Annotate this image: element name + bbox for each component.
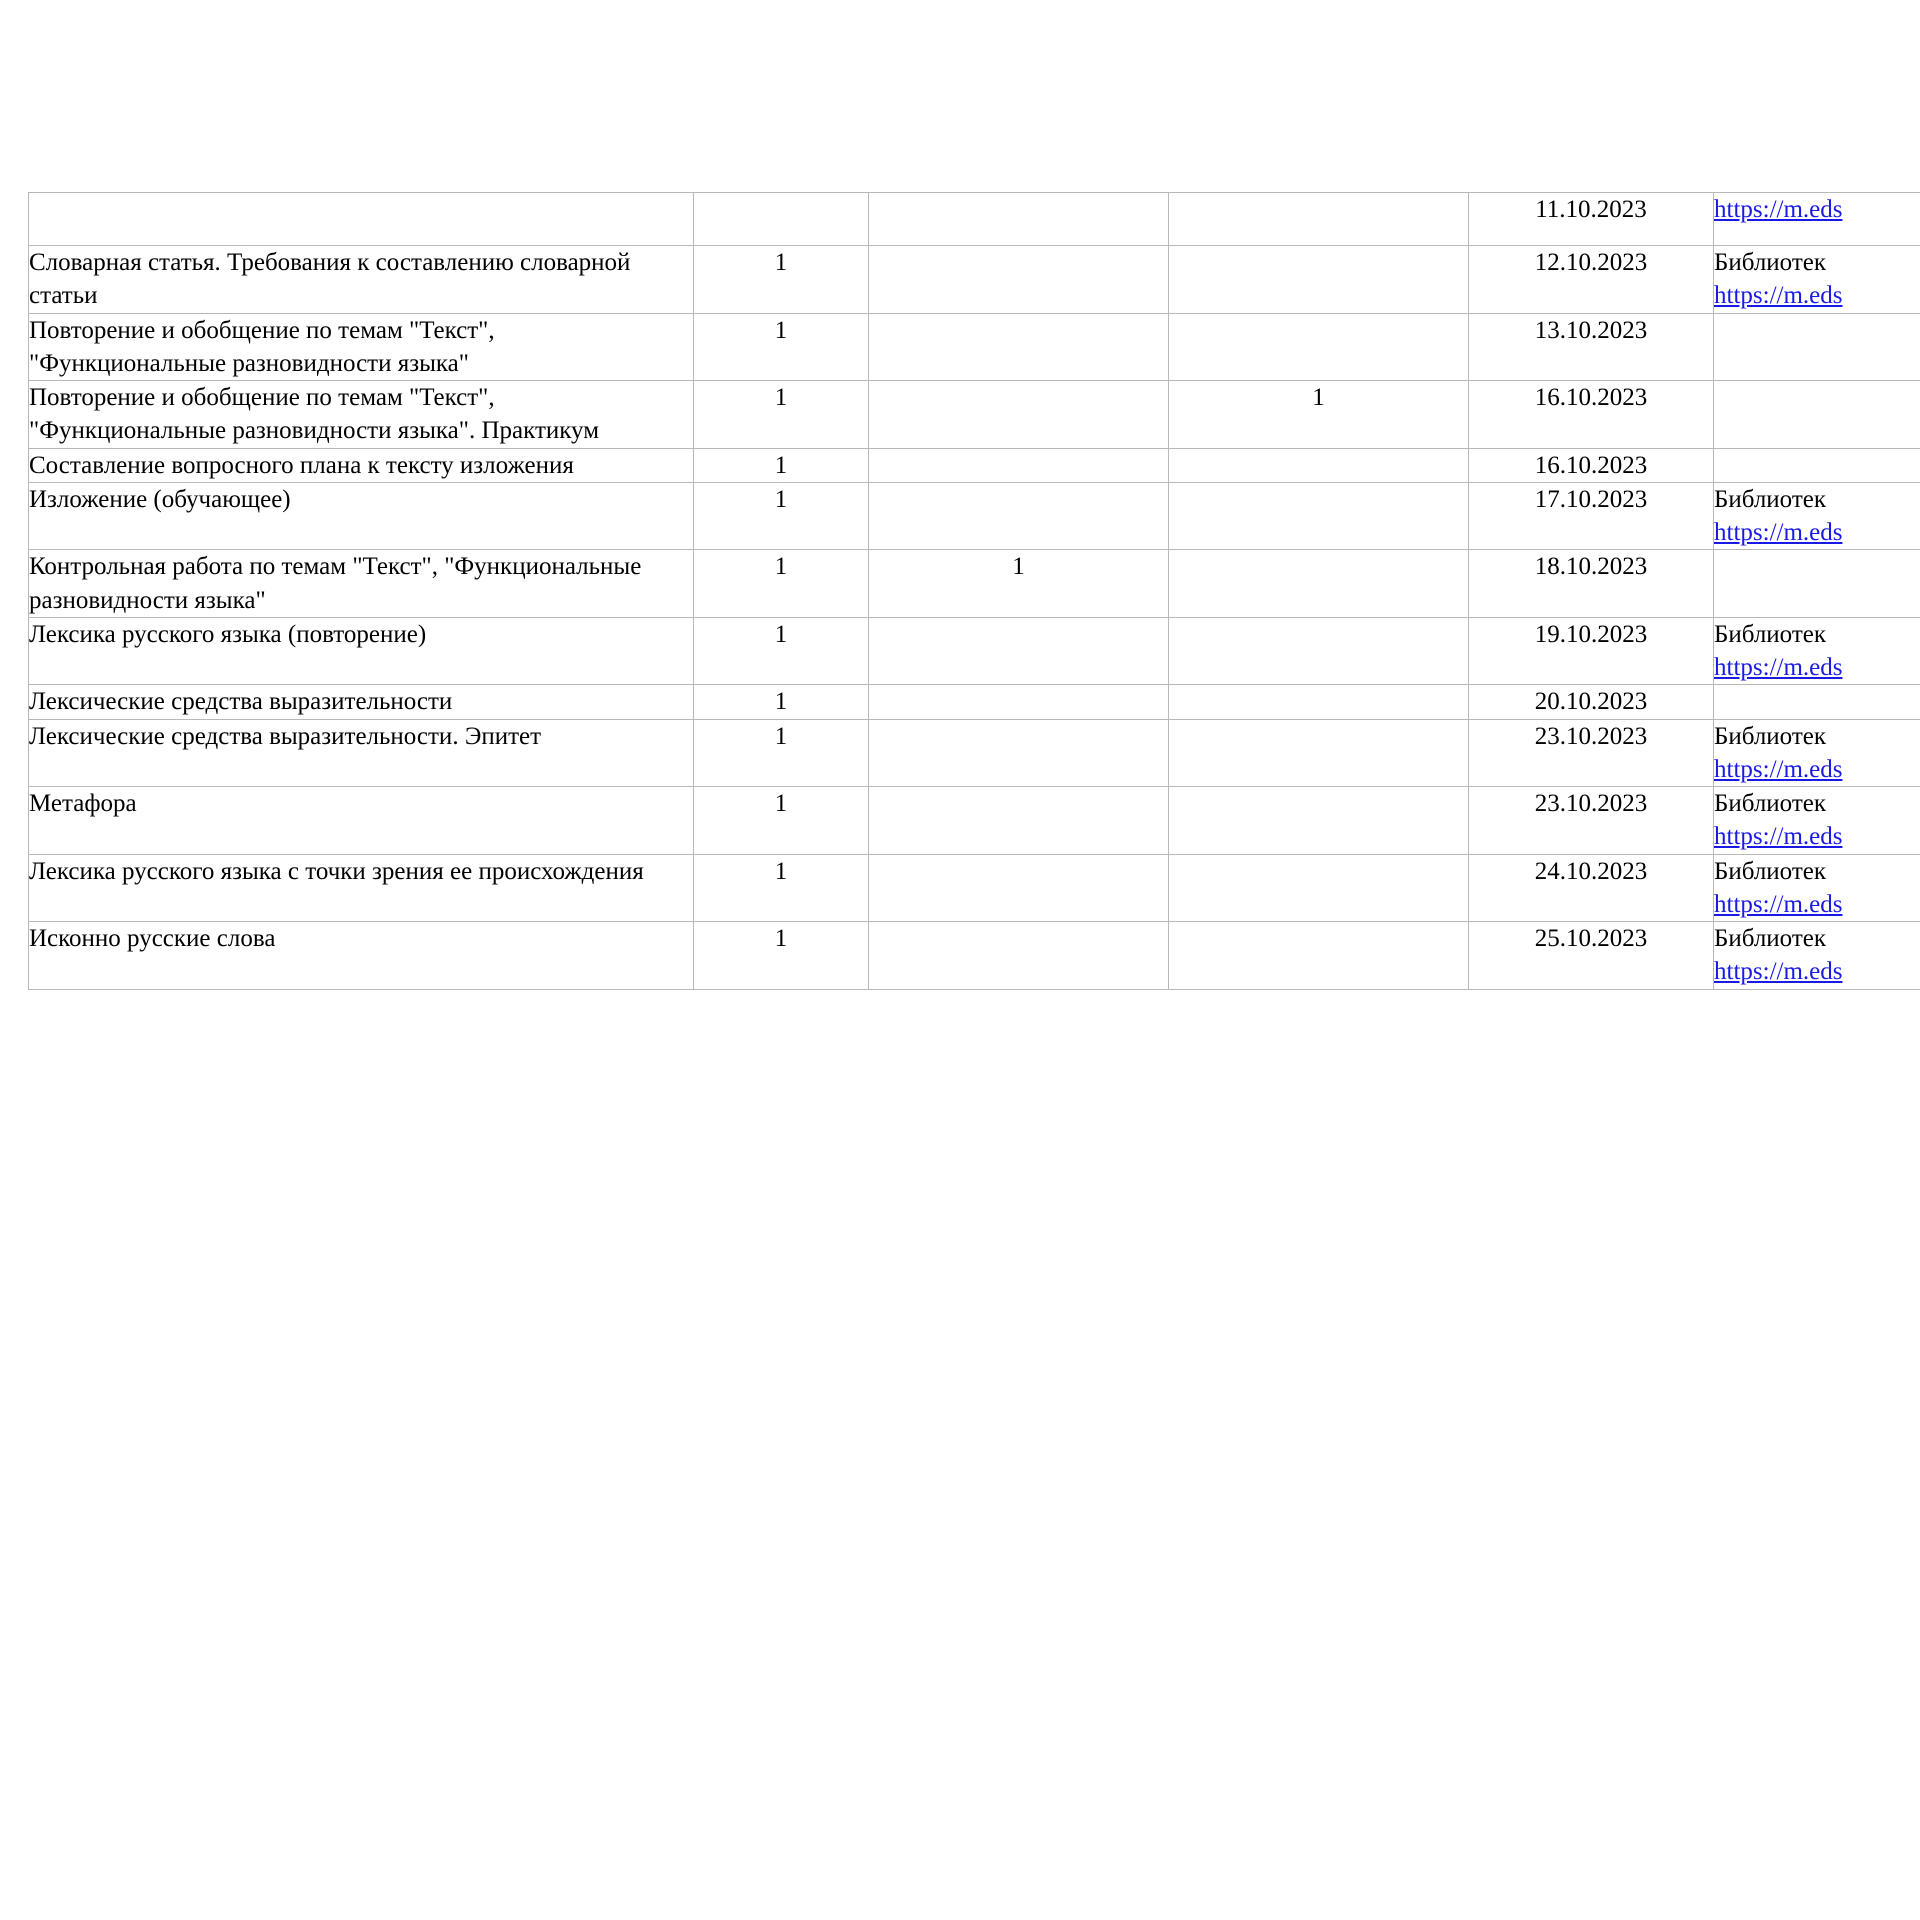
cell-hours: 1: [694, 854, 869, 922]
cell-hours: [694, 193, 869, 246]
cell-control-works: [869, 922, 1169, 990]
cell-resources: [1714, 685, 1920, 719]
cell-practice-works: [1169, 246, 1469, 314]
cell-date: 23.10.2023: [1469, 719, 1714, 787]
cell-control-works: [869, 246, 1169, 314]
cell-topic: Повторение и обобщение по темам "Текст", "Функциональные разновидности языка": [29, 313, 694, 381]
cell-hours: 1: [694, 482, 869, 550]
cell-resources: [1714, 193, 1920, 246]
cell-topic: Составление вопросного плана к тексту изложения: [29, 448, 694, 482]
resource-link[interactable]: https://m.eds: [1714, 958, 1843, 986]
lesson-plan-table: [28, 192, 1920, 990]
cell-hours: 1: [694, 922, 869, 990]
cell-resources: [1714, 550, 1920, 618]
cell-resources: [1714, 246, 1920, 314]
cell-control-works: [869, 787, 1169, 855]
resource-link[interactable]: https://m.eds: [1714, 890, 1843, 918]
cell-topic: Исконно русские слова: [29, 922, 694, 990]
cell-resources: [1714, 617, 1920, 685]
resource-link[interactable]: https://m.eds: [1714, 282, 1843, 310]
table-row: [29, 685, 1920, 719]
cell-hours: 1: [694, 787, 869, 855]
resource-link[interactable]: https://m.eds: [1714, 196, 1843, 223]
cell-date: 20.10.2023: [1469, 685, 1714, 719]
table-row: [29, 448, 1920, 482]
cell-date: 24.10.2023: [1469, 854, 1714, 922]
cell-control-works: [869, 854, 1169, 922]
cell-control-works: [869, 617, 1169, 685]
cell-date: 11.10.2023: [1469, 193, 1714, 246]
cell-date: 25.10.2023: [1469, 922, 1714, 990]
cell-date: 18.10.2023: [1469, 550, 1714, 618]
cell-practice-works: [1169, 193, 1469, 246]
cell-control-works: [869, 719, 1169, 787]
table-row: [29, 787, 1920, 855]
cell-control-works: [869, 448, 1169, 482]
resource-label: Библиотек: [1714, 790, 1827, 817]
table-row: [29, 617, 1920, 685]
cell-practice-works: [1169, 685, 1469, 719]
table-row: [29, 854, 1920, 922]
cell-topic: Лексика русского языка (повторение): [29, 617, 694, 685]
cell-resources: [1714, 719, 1920, 787]
cell-hours: 1: [694, 246, 869, 314]
cell-practice-works: [1169, 617, 1469, 685]
cell-topic: Метафора: [29, 787, 694, 855]
cell-date: 16.10.2023: [1469, 448, 1714, 482]
table-row: [29, 922, 1920, 990]
cell-date: 19.10.2023: [1469, 617, 1714, 685]
cell-resources: [1714, 313, 1920, 381]
cell-resources: [1714, 854, 1920, 922]
cell-resources: [1714, 922, 1920, 990]
cell-date: 16.10.2023: [1469, 381, 1714, 449]
cell-resources: [1714, 482, 1920, 550]
cell-topic: Лексика русского языка с точки зрения ее происхождения: [29, 854, 694, 922]
cell-date: 12.10.2023: [1469, 246, 1714, 314]
cell-hours: 1: [694, 719, 869, 787]
cell-practice-works: [1169, 719, 1469, 787]
cell-topic: Контрольная работа по темам "Текст", "Функциональные разновидности языка": [29, 550, 694, 618]
cell-control-works: 1: [869, 550, 1169, 618]
resource-label: Библиотек: [1714, 485, 1827, 513]
cell-control-works: [869, 482, 1169, 550]
resource-label: Библиотек: [1714, 249, 1827, 276]
cell-hours: 1: [694, 550, 869, 618]
table-row: [29, 313, 1920, 381]
table-row: [29, 719, 1920, 787]
cell-practice-works: [1169, 313, 1469, 381]
cell-hours: 1: [694, 381, 869, 449]
resource-label: Библиотек: [1714, 857, 1827, 885]
cell-control-works: [869, 193, 1169, 246]
cell-topic: [29, 193, 694, 246]
cell-topic: Лексические средства выразительности: [29, 685, 694, 719]
cell-hours: 1: [694, 313, 869, 381]
cell-practice-works: [1169, 787, 1469, 855]
cell-practice-works: [1169, 922, 1469, 990]
cell-control-works: [869, 381, 1169, 449]
cell-practice-works: [1169, 448, 1469, 482]
cell-date: 23.10.2023: [1469, 787, 1714, 855]
resource-link[interactable]: https://m.eds: [1714, 823, 1843, 851]
cell-practice-works: 1: [1169, 381, 1469, 449]
cell-resources: [1714, 381, 1920, 449]
cell-date: 13.10.2023: [1469, 313, 1714, 381]
cell-topic: Словарная статья. Требования к составлению словарной статьи: [29, 246, 694, 314]
cell-practice-works: [1169, 550, 1469, 618]
table-body: [29, 193, 1920, 990]
table-row: [29, 482, 1920, 550]
resource-label: Библиотек: [1714, 722, 1827, 750]
table-row: [29, 381, 1920, 449]
cell-resources: [1714, 448, 1920, 482]
cell-practice-works: [1169, 854, 1469, 922]
resource-label: Библиотек: [1714, 620, 1827, 648]
resource-link[interactable]: https://m.eds: [1714, 519, 1843, 546]
cell-control-works: [869, 685, 1169, 719]
table-row: [29, 246, 1920, 314]
table-row: [29, 193, 1920, 246]
table-row: [29, 550, 1920, 618]
cell-date: 17.10.2023: [1469, 482, 1714, 550]
cell-control-works: [869, 313, 1169, 381]
resource-link[interactable]: https://m.eds: [1714, 755, 1843, 783]
cell-topic: Повторение и обобщение по темам "Текст", "Функциональные разновидности языка". Практикум: [29, 381, 694, 449]
cell-hours: 1: [694, 685, 869, 719]
resource-link[interactable]: https://m.eds: [1714, 654, 1843, 681]
cell-resources: [1714, 787, 1920, 855]
cell-topic: Изложение (обучающее): [29, 482, 694, 550]
cell-hours: 1: [694, 448, 869, 482]
cell-topic: Лексические средства выразительности. Эпитет: [29, 719, 694, 787]
resource-label: Библиотек: [1714, 925, 1827, 952]
cell-hours: 1: [694, 617, 869, 685]
cell-practice-works: [1169, 482, 1469, 550]
